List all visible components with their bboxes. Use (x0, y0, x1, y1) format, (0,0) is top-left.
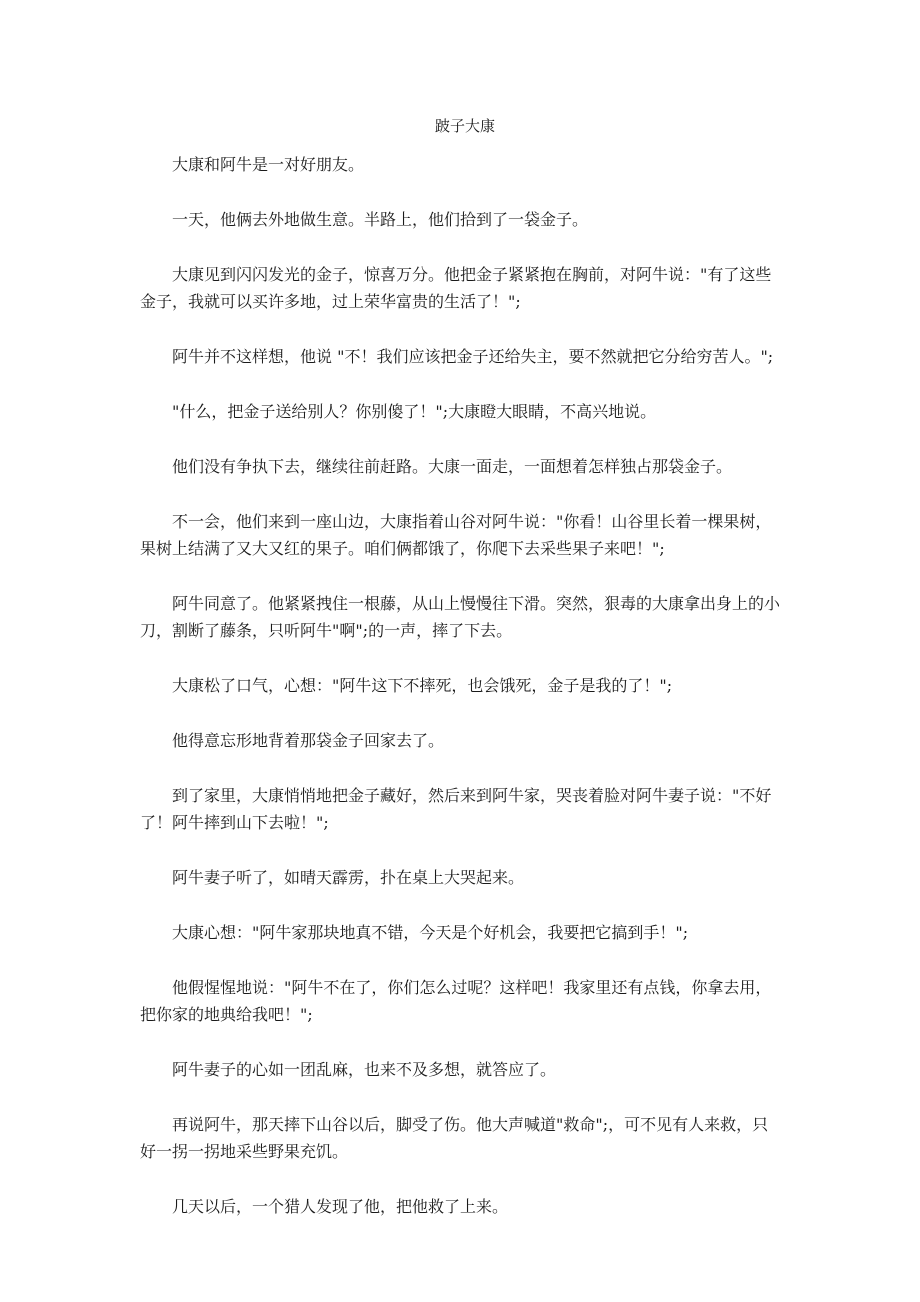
paragraph: 他假惺惺地说："阿牛不在了，你们怎么过呢？这样吧！我家里还有点钱，你拿去用，把你家的地典给我吧！"; (140, 978, 772, 1024)
paragraph: 不一会，他们来到一座山边，大康指着山谷对阿牛说："你看！山谷里长着一棵果树，果树上结满了又大又红的果子。咱们俩都饿了，你爬下去采些果子来吧！"; (140, 512, 772, 558)
paragraph: 一天，他俩去外地做生意。半路上，他们拾到了一袋金子。 (172, 210, 589, 229)
paragraph: 阿牛同意了。他紧紧拽住一根藤，从山上慢慢往下滑。突然，狠毒的大康拿出身上的小刀，割断了藤条，只听阿牛"啊";的一声，摔了下去。 (140, 594, 781, 640)
document-title: 跛子大康 (434, 117, 495, 135)
paragraph: 大康见到闪闪发光的金子，惊喜万分。他把金子紧紧抱在胸前，对阿牛说："有了这些金子，我就可以买许多地，过上荣华富贵的生活了！"; (140, 265, 772, 311)
paragraph: 大康和阿牛是一对好朋友。 (172, 155, 365, 174)
document-page (140, 115, 782, 1248)
paragraph: 他得意忘形地背着那袋金子回家去了。 (172, 731, 445, 750)
paragraph: 阿牛妻子的心如一团乱麻，也来不及多想，就答应了。 (172, 1060, 557, 1079)
paragraph: 大康松了口气，心想："阿牛这下不摔死，也会饿死，金子是我的了！"; (172, 676, 673, 695)
paragraph: 几天以后，一个猎人发现了他，把他救了上来。 (172, 1197, 509, 1216)
paragraph: 大康心想："阿牛家那块地真不错，今天是个好机会，我要把它搞到手！"; (172, 923, 689, 942)
document-body (140, 151, 782, 1220)
paragraph: 到了家里，大康悄悄地把金子藏好，然后来到阿牛家，哭丧着脸对阿牛妻子说："不好了！阿牛摔到山下去啦！"; (140, 786, 772, 832)
paragraph: 阿牛并不这样想，他说 "不！我们应该把金子还给失主，要不然就把它分给穷苦人。"; (172, 347, 774, 366)
paragraph: 再说阿牛，那天摔下山谷以后，脚受了伤。他大声喊道"救命";，可不见有人来救，只好一拐一拐地采些野果充饥。 (140, 1115, 769, 1161)
paragraph: 他们没有争执下去，继续往前赶路。大康一面走，一面想着怎样独占那袋金子。 (172, 457, 733, 476)
paragraph: 阿牛妻子听了，如晴天霹雳，扑在桌上大哭起来。 (172, 868, 525, 887)
paragraph: "什么，把金子送给别人？你别傻了！";大康瞪大眼睛，不高兴地说。 (172, 402, 657, 421)
